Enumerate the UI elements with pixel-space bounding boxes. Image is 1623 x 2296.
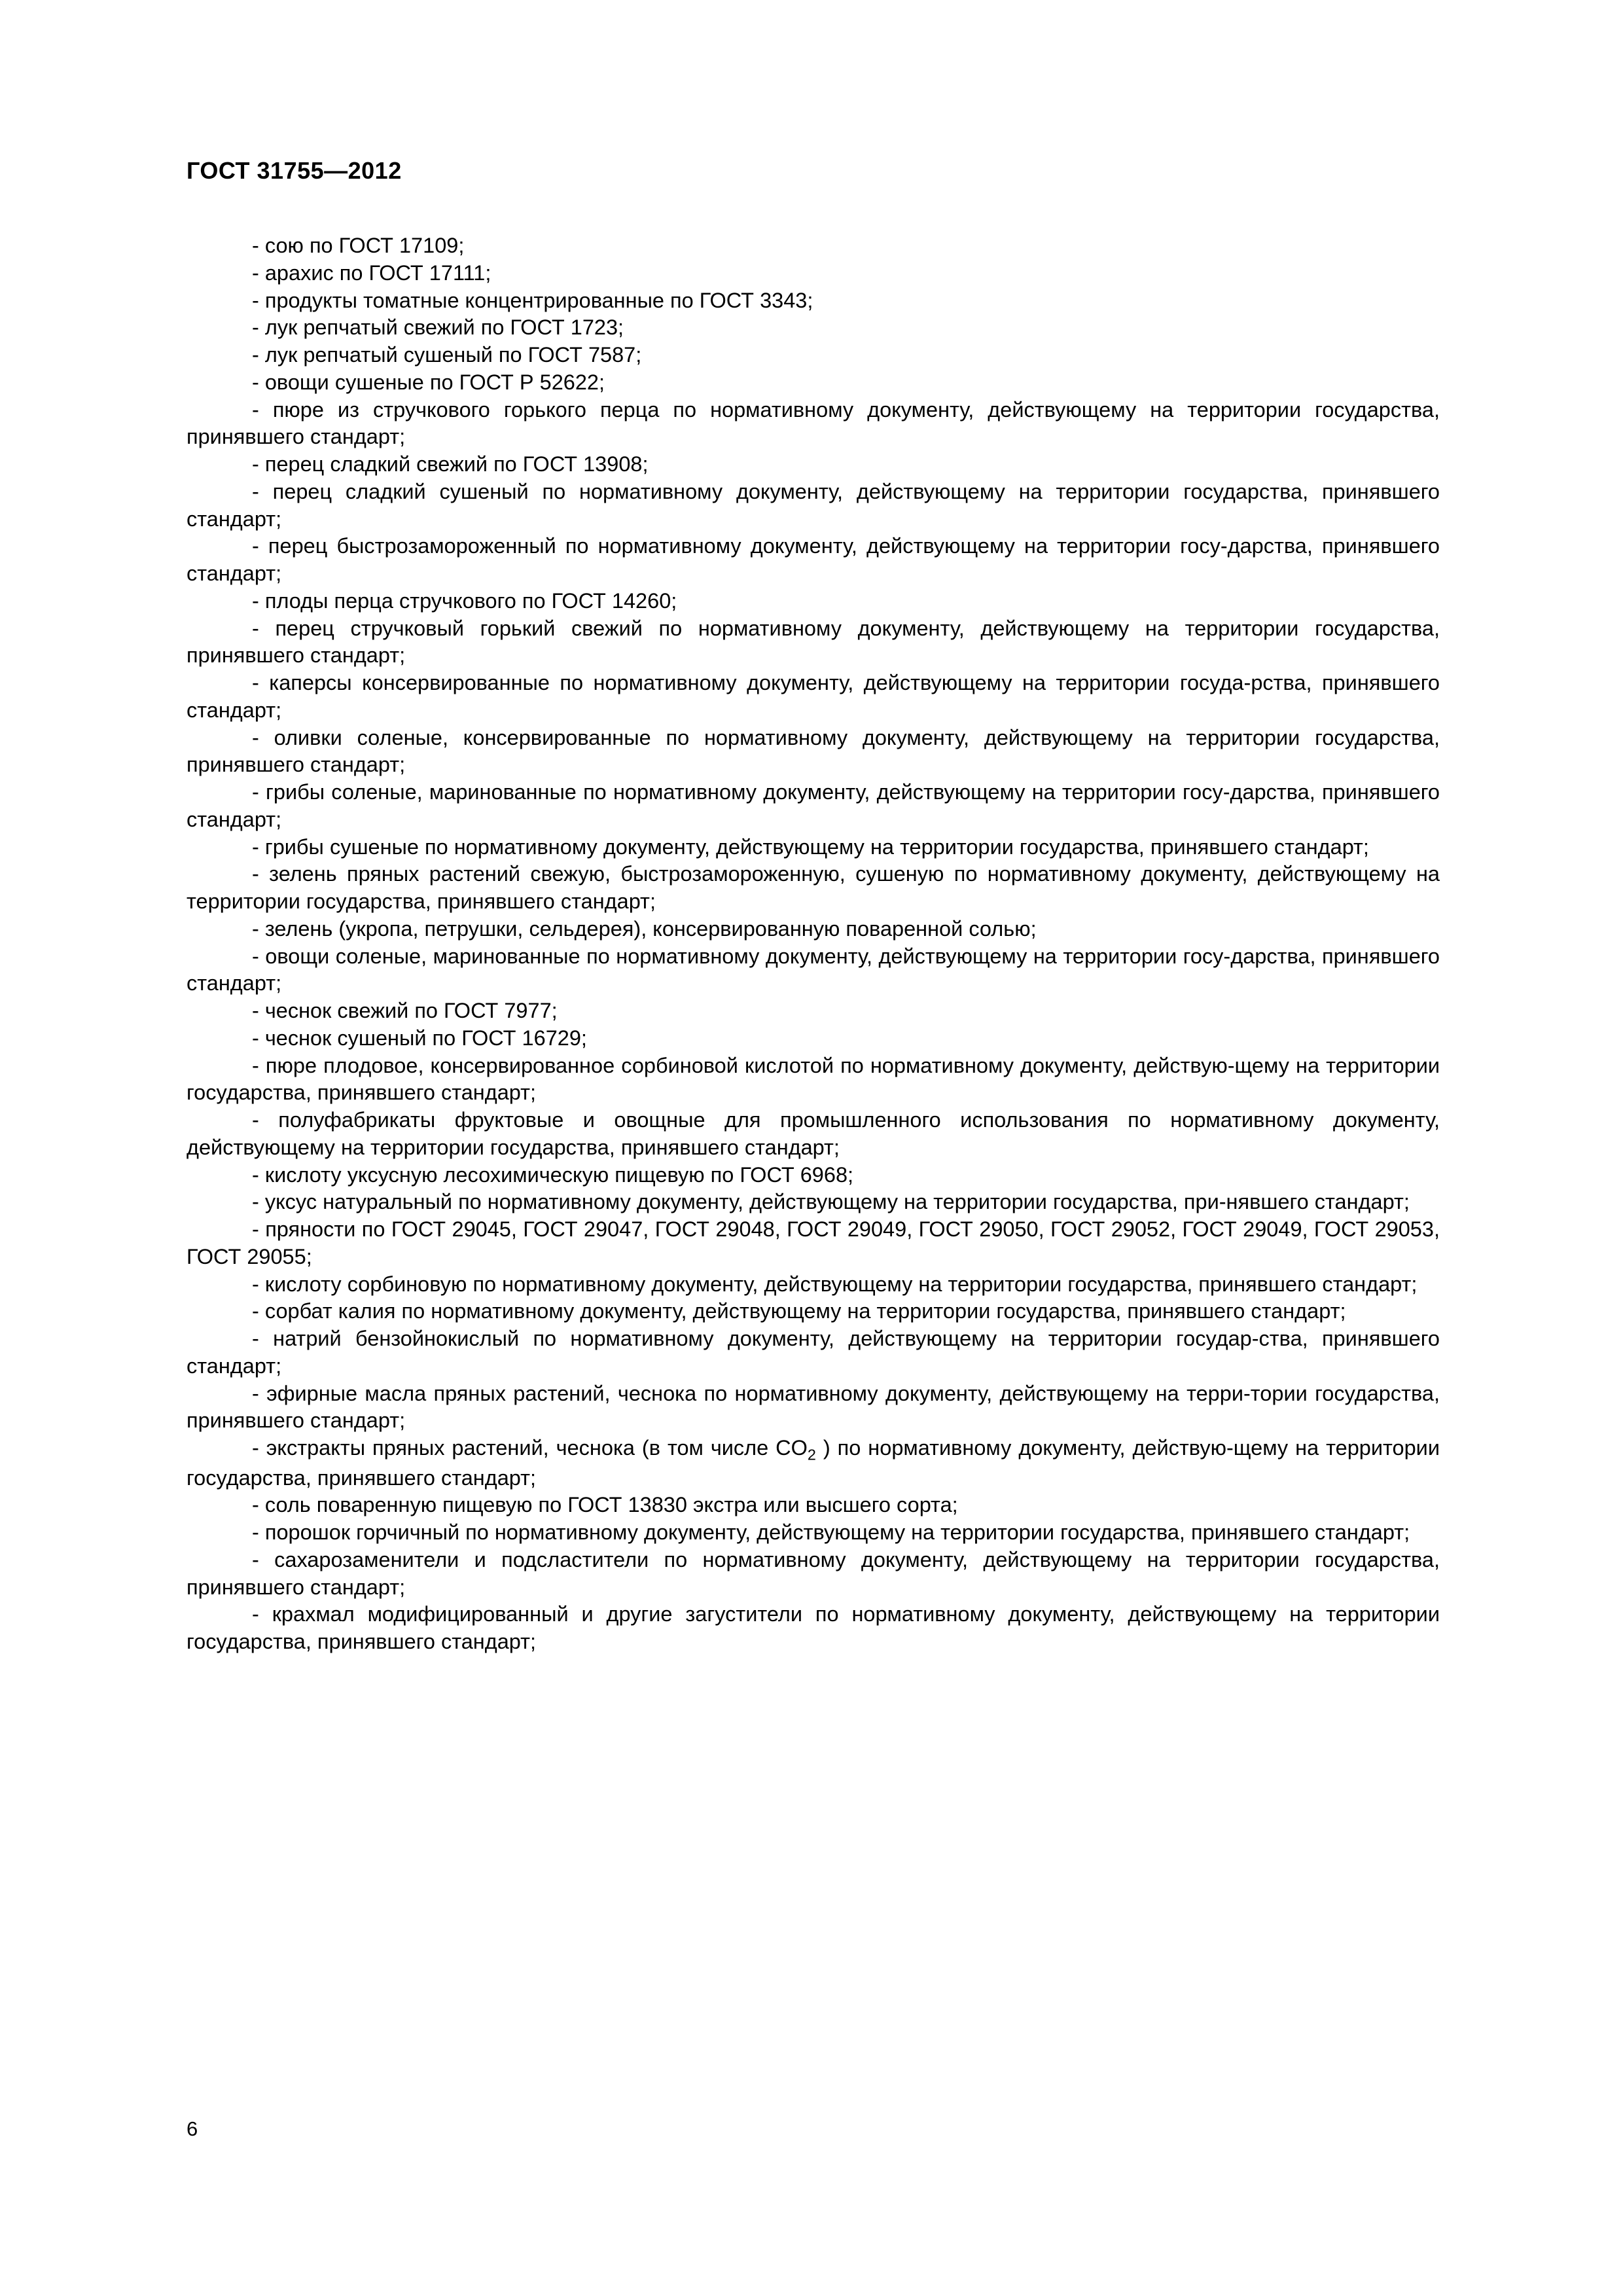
document-paragraph: - крахмал модифицированный и другие загустители по нормативному документу, действующему на территории государства, принявшего стандарт; [187, 1602, 1440, 1654]
document-paragraph: - чеснок свежий по ГОСТ 7977; [252, 999, 558, 1022]
document-paragraph: - продукты томатные концентрированные по ГОСТ 3343; [252, 288, 813, 312]
document-paragraph: - зелень (укропа, петрушки, сельдерея), консервированную поваренной солью; [252, 916, 1037, 941]
document-paragraph: - лук репчатый свежий по ГОСТ 1723; [252, 315, 624, 340]
document-paragraph: - пряности по ГОСТ 29045, ГОСТ 29047, ГОСТ 29048, ГОСТ 29049, ГОСТ 29050, ГОСТ 29052, ГОСТ 29049, ГОСТ 29053, ГОСТ 29055; [187, 1217, 1440, 1268]
document-paragraph: - сорбат калия по нормативному документу, действующему на территории государства, принявшего стандарт; [252, 1299, 1346, 1323]
document-paragraph: - перец стручковый горький свежий по нормативному документу, действующему на территории государства, принявшего стандарт; [187, 616, 1440, 668]
document-paragraph: - перец быстрозамороженный по нормативному документу, действующему на территории госу-дарства, принявшего стандарт; [187, 534, 1440, 585]
document-paragraph: - уксус натуральный по нормативному документу, действующему на территории государства, при-нявшего стандарт; [252, 1190, 1410, 1214]
document-paragraph: - оливки соленые, консервированные по нормативному документу, действующему на территории государства, принявшего стандарт; [187, 725, 1440, 777]
document-paragraph: - арахис по ГОСТ 17111; [252, 260, 491, 285]
document-paragraph: - каперсы консервированные по нормативному документу, действующему на территории госуда-рства, принявшего стандарт; [187, 671, 1440, 722]
page-number: 6 [187, 2117, 198, 2140]
document-paragraph: - пюре из стручкового горького перца по нормативному документу, действующему на территории государства, принявшего стандарт; [187, 397, 1440, 449]
document-paragraph: - лук репчатый сушеный по ГОСТ 7587; [252, 343, 642, 367]
document-paragraph: - овощи соленые, маринованные по нормативному документу, действующему на территории госу-дарства, принявшего стандарт; [187, 944, 1440, 996]
document-body [187, 232, 1440, 1656]
document-standard-header: ГОСТ 31755—2012 [187, 157, 402, 184]
document-paragraph: - полуфабрикаты фруктовые и овощные для промышленного использования по нормативному документу, действующему на территории государства, принявшего стандарт; [187, 1108, 1440, 1159]
document-paragraph: - чеснок сушеный по ГОСТ 16729; [252, 1026, 587, 1050]
document-paragraph: - соль поваренную пищевую по ГОСТ 13830 экстра или высшего сорта; [252, 1493, 958, 1517]
document-paragraph: - кислоту сорбиновую по нормативному документу, действующему на территории государства, принявшего стандарт; [252, 1272, 1418, 1296]
document-paragraph: - экстракты пряных растений, чеснока (в том числе $CO_2$ ) по нормативному документу, действую-щему на территории государства, принявшего стандарт; [187, 1436, 1440, 1490]
document-paragraph: - порошок горчичный по нормативному документу, действующему на территории государства, принявшего стандарт; [252, 1520, 1410, 1545]
document-paragraph: - перец сладкий свежий по ГОСТ 13908; [252, 452, 649, 476]
document-paragraph: - сою по ГОСТ 17109; [252, 234, 465, 257]
document-paragraph: - сахарозаменители и подсластители по нормативному документу, действующему на территории государства, принявшего стандарт; [187, 1547, 1440, 1599]
document-paragraph: - плоды перца стручкового по ГОСТ 14260; [252, 588, 677, 613]
document-paragraph: - пюре плодовое, консервированное сорбиновой кислотой по нормативному документу, действую-щему на территории государства, принявшего стандарт; [187, 1053, 1440, 1105]
document-paragraph: - грибы сушеные по нормативному документу, действующему на территории государства, принявшего стандарт; [252, 834, 1369, 859]
document-paragraph: - зелень пряных растений свежую, быстрозамороженную, сушеную по нормативному документу, действующему на территории государства, принявшего стандарт; [187, 862, 1440, 913]
document-paragraph: - эфирные масла пряных растений, чеснока по нормативному документу, действующему на терри-тории государства, принявшего стандарт; [187, 1381, 1440, 1433]
document-paragraph: - грибы соленые, маринованные по нормативному документу, действующему на территории госу-дарства, принявшего стандарт; [187, 780, 1440, 831]
document-paragraph: - перец сладкий сушеный по нормативному документу, действующему на территории государства, принявшего стандарт; [187, 479, 1440, 531]
document-paragraph: - натрий бензойнокислый по нормативному документу, действующему на территории государ-ства, принявшего стандарт; [187, 1327, 1440, 1378]
document-paragraph: - овощи сушеные по ГОСТ Р 52622; [252, 370, 605, 394]
document-paragraph: - кислоту уксусную лесохимическую пищевую по ГОСТ 6968; [252, 1162, 854, 1187]
